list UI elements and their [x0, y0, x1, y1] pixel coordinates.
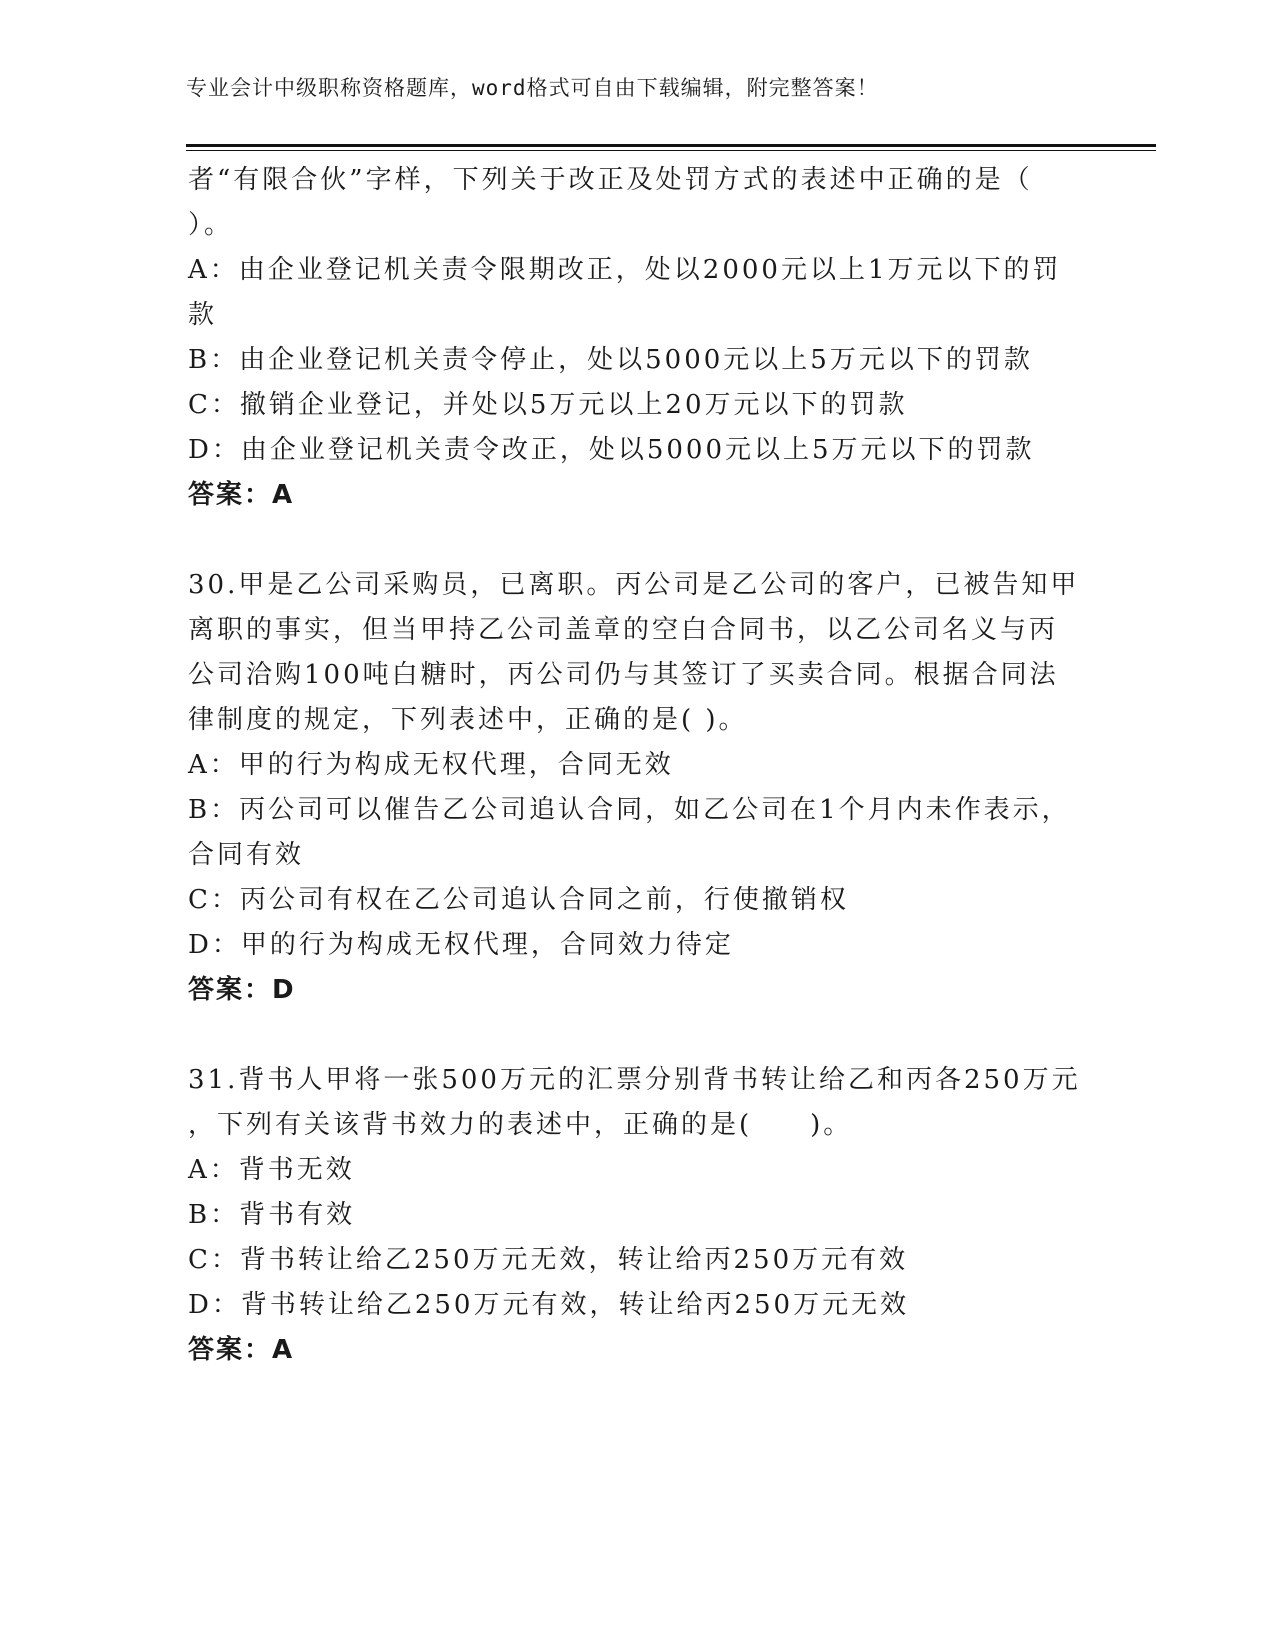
option-d: D：甲的行为构成无权代理，合同效力待定 [188, 930, 734, 960]
option-d: D：由企业登记机关责令改正，处以5000元以上5万元以下的罚款 [188, 435, 1035, 465]
option-b-cont: 合同有效 [188, 840, 305, 870]
page-header: 专业会计中级职称资格题库，word格式可自由下载编辑，附完整答案！ [186, 76, 879, 100]
question-block [188, 563, 1088, 1013]
question-list [188, 158, 1088, 1373]
option-a: A：背书无效 [188, 1155, 355, 1185]
option-b: B：由企业登记机关责令停止，处以5000元以上5万元以下的罚款 [188, 345, 1033, 375]
answer: 答案：A [188, 480, 295, 510]
question-stem-line: 31.背书人甲将一张500万元的汇票分别背书转让给乙和丙各250万元 [188, 1065, 1081, 1095]
question-block [188, 1058, 1088, 1373]
question-stem-line: 公司洽购100吨白糖时，丙公司仍与其签订了买卖合同。根据合同法 [188, 660, 1059, 690]
header-rule-thin [186, 150, 1156, 151]
header-rule-thick [186, 144, 1156, 147]
answer: 答案：A [188, 1335, 295, 1365]
question-block [188, 158, 1088, 518]
question-stem-line: ，下列有关该背书效力的表述中，正确的是( )。 [188, 1110, 853, 1140]
option-b: B：丙公司可以催告乙公司追认合同，如乙公司在1个月内未作表示， [188, 795, 1071, 825]
option-d: D：背书转让给乙250万元有效，转让给丙250万元无效 [188, 1290, 910, 1320]
option-c: C：丙公司有权在乙公司追认合同之前，行使撤销权 [188, 885, 849, 915]
question-stem-line: ）。 [188, 210, 234, 240]
answer: 答案：D [188, 975, 296, 1005]
option-a: A：由企业登记机关责令限期改正，处以2000元以上1万元以下的罚 [188, 255, 1062, 285]
option-b: B：背书有效 [188, 1200, 356, 1230]
option-c: C：背书转让给乙250万元无效，转让给丙250万元有效 [188, 1245, 909, 1275]
question-stem-line: 离职的事实，但当甲持乙公司盖章的空白合同书，以乙公司名义与丙 [188, 615, 1059, 645]
option-a-cont: 款 [188, 300, 218, 330]
option-a: A：甲的行为构成无权代理，合同无效 [188, 750, 674, 780]
question-stem-line: 者“有限合伙”字样，下列关于改正及处罚方式的表述中正确的是（ [188, 165, 1033, 195]
question-stem-line: 30.甲是乙公司采购员，已离职。丙公司是乙公司的客户，已被告知甲 [188, 570, 1080, 600]
question-stem-line: 律制度的规定，下列表述中，正确的是( )。 [188, 705, 748, 735]
option-c: C：撤销企业登记，并处以5万元以上20万元以下的罚款 [188, 390, 908, 420]
